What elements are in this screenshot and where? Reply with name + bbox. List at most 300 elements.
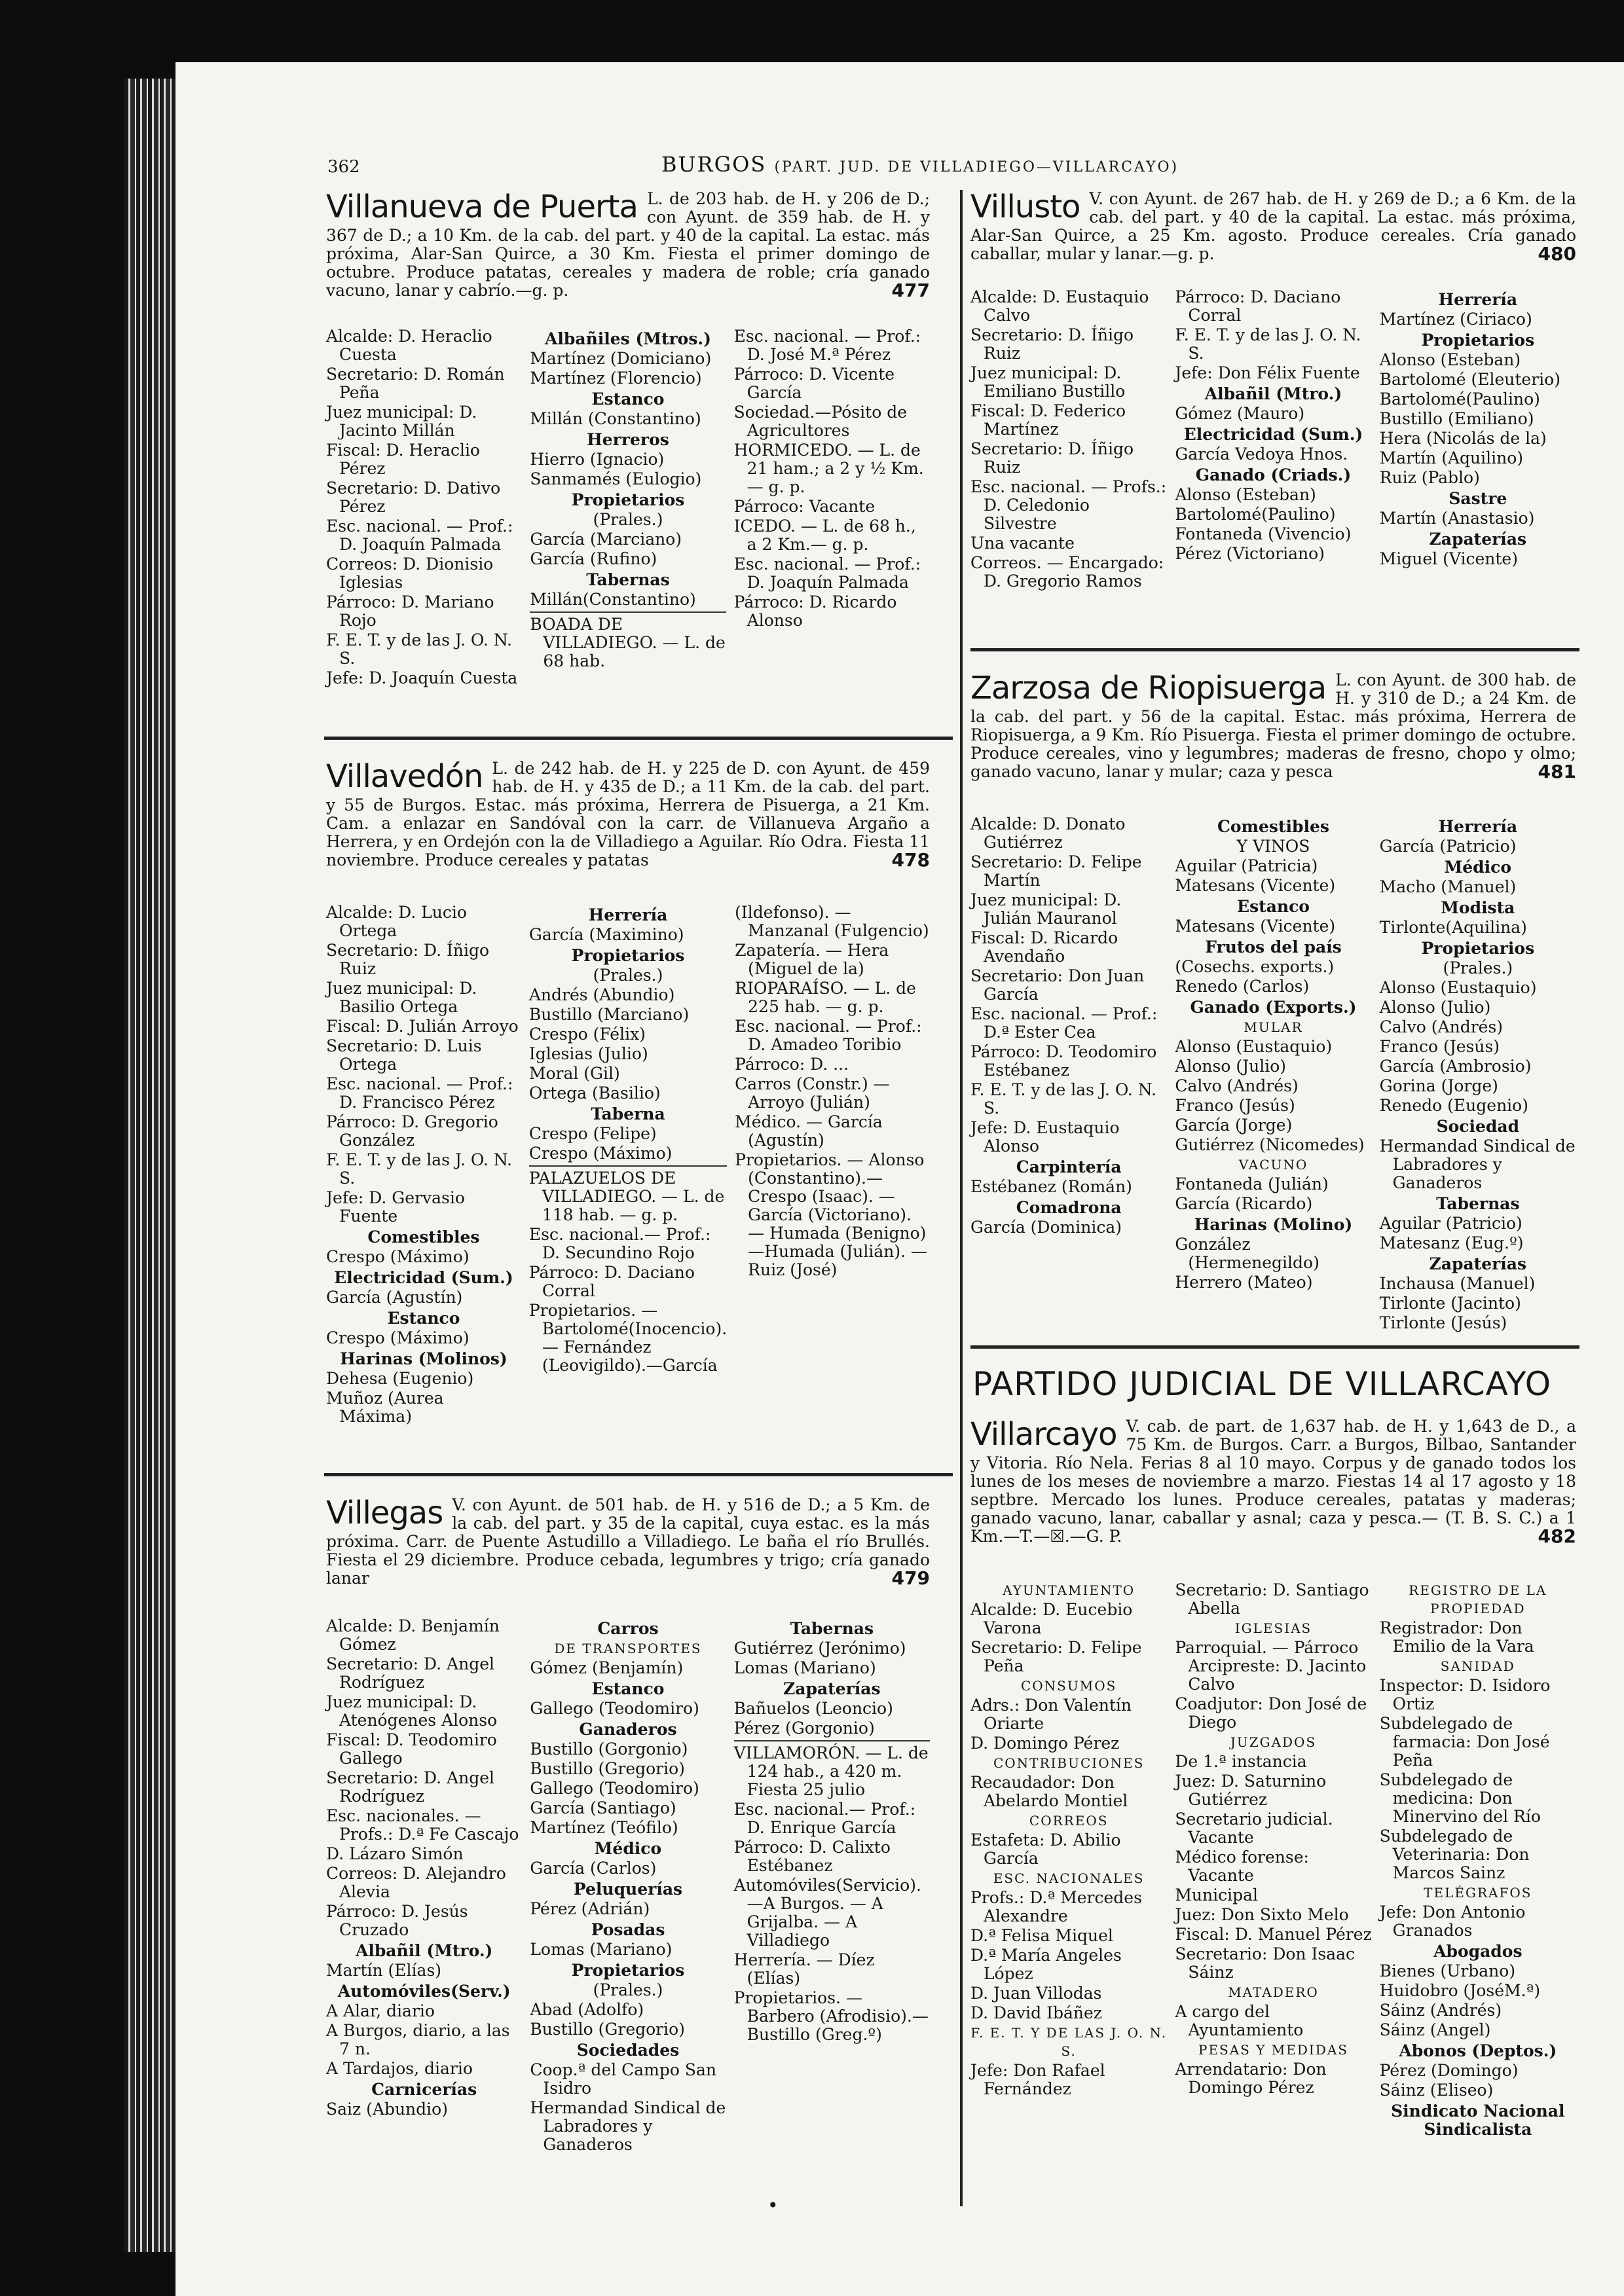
directory-line: Secretario: D. Felipe Martín [970,852,1142,890]
directory-line: Jefe: D. Joaquín Cuesta [326,668,518,687]
directory-line: Párroco: D. Daciano Corral [528,1263,695,1300]
category-heading: Herrería [1438,290,1518,309]
category-heading: Carnicerías [371,2080,477,2099]
entry-title: Zarzosa de Riopisuerga [970,670,1327,706]
section-subheading: IGLESIAS [1234,1620,1312,1636]
category-heading: Taberna [591,1104,665,1123]
directory-column [734,1617,930,2155]
entry-code: 479 [891,1567,930,1589]
directory-line: Huidobro (JoséM.ª) [1379,1981,1541,2000]
entry-title: Villegas [326,1495,443,1531]
directory-line: D.ª María Angeles López [970,1946,1122,1983]
directory-line: Secretario: D. Luis Ortega [326,1036,482,1074]
directory-line: García (Marciano) [530,530,682,549]
directory-line: RIOPARAÍSO. — L. de 225 hab. — g. p. [735,979,916,1016]
directory-line: Millán(Constantino) [530,590,696,609]
directory-line: González (Hermenegildo) [1175,1235,1320,1272]
directory-line: Crespo (Máximo) [528,1144,673,1163]
directory-line: Renedo (Carlos) [1175,977,1310,996]
category-heading: Sindicato Nacional Sindicalista [1391,2102,1565,2139]
directory-line: BOADA DE VILLADIEGO. — L. de 68 hab. [530,615,726,670]
category-note: (Prales.) [593,1980,663,1999]
directory-line: Fiscal: D. Teodomiro Gallego [326,1730,497,1768]
directory-line: Lomas (Mariano) [530,1940,673,1959]
category-heading: Carpintería [1016,1157,1122,1176]
directory-line: D. Lázaro Simón [326,1844,464,1863]
directory-line: Hera (Nicolás de la) [1379,429,1547,448]
directory-line: Inchausa (Manuel) [1379,1274,1536,1293]
entry-description: V. con Ayunt. de 267 hab. de H. y 269 de D.; a 6 Km. de la cab. del part. y 40 de la capital. La estac. más próxima, Alar-San Quirce, a 25 Km. agosto. Produce cereales. Cría ganado caballar, mular y lanar.—g. p. 480 [970,189,1576,264]
directory-line: Una vacante [970,534,1075,553]
directory-line: García (Patricio) [1379,837,1517,856]
entry-columns-villegas [326,1617,930,2155]
directory-line: D. David Ibáñez [970,2003,1102,2022]
section-subheading: CORREOS [1029,1813,1109,1829]
directory-line: Fiscal: D. Heraclio Pérez [326,441,480,478]
directory-line: Secretario: Don Juan García [970,966,1145,1004]
entry-code: 481 [1538,761,1576,782]
directory-line: Miguel (Vicente) [1379,549,1518,568]
directory-line: Alcalde: D. Eucebio Varona [970,1600,1133,1637]
directory-line: Sociedad.—Pósito de Agricultores [733,403,908,440]
section-subheading: CONSUMOS [1020,1678,1117,1694]
category-heading: Ganaderos [579,1720,677,1739]
directory-line: Esc. nacional.— Prof.: D. Enrique García [733,1800,916,1837]
directory-line: Martínez (Teófilo) [530,1818,678,1837]
directory-column [1380,815,1576,1334]
directory-line: Secretario: D. Íñigo Ruiz [970,439,1134,477]
directory-column [1175,1581,1371,2140]
directory-line: Coop.ª del Campo San Isidro [530,2060,716,2098]
directory-line: Jefe: D. Gervasio Fuente [326,1188,465,1226]
category-heading: Estanco [387,1309,460,1328]
directory-line: Alonso (Esteban) [1175,485,1316,504]
directory-column [326,903,521,1427]
directory-line: Pérez (Domingo) [1379,2061,1519,2080]
section-subheading: SANIDAD [1440,1658,1515,1674]
directory-line: Secretario: D. Angel Rodríguez [326,1768,494,1806]
directory-line: Correos: D. Dionisio Iglesias [326,555,494,592]
section-rule [324,737,953,740]
directory-line: Juez: D. Saturnino Gutiérrez [1175,1772,1327,1809]
directory-line: Renedo (Eugenio) [1379,1096,1528,1115]
entry-villegas [326,1496,930,1588]
category-heading: Comadrona [1016,1198,1122,1217]
category-note: (Prales.) [593,966,663,985]
directory-line: D. Domingo Pérez [970,1734,1120,1753]
directory-line: Herrería. — Díez (Elías) [733,1950,875,1988]
directory-line: García Vedoya Hnos. [1175,445,1348,464]
directory-line: A cargo del Ayuntamiento [1175,2002,1304,2039]
directory-line: Gallego (Teodomiro) [530,1779,699,1798]
directory-line: ICEDO. — L. de 68 h., a 2 Km.— g. p. [733,517,916,554]
directory-column [326,327,522,689]
category-heading: Ganado (Exports.) [1190,998,1357,1017]
directory-line: Bartolomé (Eleuterio) [1379,370,1560,389]
directory-line: Esc. nacional. — Prof.: D. Joaquín Palmada [733,555,921,592]
category-heading: Sastre [1449,489,1507,508]
directory-line: Secretario: D. Santiago Abella [1175,1580,1369,1618]
directory-line: Calvo (Andrés) [1379,1017,1504,1036]
directory-line: Macho (Manuel) [1379,877,1517,896]
directory-line: Alcalde: D. Heraclio Cuesta [326,327,492,364]
category-heading: Herrería [588,905,668,924]
directory-line: F. E. T. y de las J. O. N. S. [970,1080,1156,1118]
directory-line: García (Ambrosio) [1379,1057,1532,1076]
directory-line: Secretario judicial. Vacante [1175,1810,1333,1847]
directory-line: D. Juan Villodas [970,1984,1102,2003]
entry-villarcayo [970,1417,1576,1546]
directory-line: Hermandad Sindical de Labradores y Ganaderos [1379,1137,1576,1192]
directory-column [735,903,930,1427]
directory-column [970,1581,1167,2140]
section-subheading: VACUNO [1238,1157,1308,1173]
directory-line: Crespo (Felipe) [528,1124,657,1143]
directory-line: Calvo (Andrés) [1175,1076,1299,1095]
directory-line: Juez municipal: D. Basilio Ortega [326,979,477,1016]
entry-columns-zarzosa [970,815,1576,1334]
directory-line: Crespo (Félix) [528,1025,646,1044]
directory-line: Franco (Jesús) [1379,1037,1500,1056]
directory-line: De 1.ª instancia [1175,1752,1307,1771]
section-rule [970,1345,1579,1349]
directory-line: Esc. nacional. — Prof.: D. José M.ª Pérez [733,327,921,364]
directory-line: Bartolomé(Paulino) [1175,505,1336,524]
directory-line: Esc. nacional. — Profs.: D. Celedonio Silvestre [970,477,1167,533]
directory-line: Gallego (Teodomiro) [530,1699,699,1718]
directory-line: Automóviles(Servicio).—A Burgos. — A Grijalba. — A Villadiego [733,1876,921,1950]
directory-line: Martínez (Florencio) [530,369,702,388]
directory-line: D.ª Felisa Miquel [970,1926,1113,1945]
directory-line: Párroco: D. ... [735,1055,849,1074]
directory-line: Martínez (Ciriaco) [1379,310,1532,329]
sub-entry-rule [529,1165,727,1167]
directory-line: Médico. — García (Agustín) [735,1112,883,1150]
directory-line: Alcalde: D. Donato Gutiérrez [970,814,1126,852]
directory-line: Juez municipal: D. Emiliano Bustillo [970,363,1126,401]
directory-line: VILLAMORÓN. — L. de 124 hab., a 420 m. Fiesta 25 julio [733,1743,929,1799]
directory-line: Registrador: Don Emilio de la Vara [1379,1618,1534,1656]
directory-line: Pérez (Gorgonio) [733,1719,875,1738]
running-head [661,152,1179,177]
directory-line: Médico forense: Vacante [1175,1848,1309,1885]
directory-line: García (Jorge) [1175,1116,1293,1135]
directory-line: Fiscal: D. Julián Arroyo [326,1017,519,1036]
directory-line: Alonso (Esteban) [1379,350,1521,369]
directory-line: A Burgos, diario, a las 7 n. [326,2021,510,2058]
directory-line: Tirlonte (Jesús) [1379,1313,1507,1332]
directory-line: Parroquial. — Párroco Arcipreste: D. Jacinto Calvo [1175,1638,1367,1694]
directory-line: Alonso (Julio) [1379,998,1491,1017]
entry-description: V. cab. de part. de 1,637 hab. de H. y 1,643 de D., a 75 Km. de Burgos. Carr. a Burgos, Bilbao, Santander y Vitoria. Río Nela. Ferias 8 al 10 mayo. Corpus y de ganado todos los lunes de los meses de noviembre a marzo. Fiestas 14 al 17 agosto y 18 septbre. Mercado los lunes. Produce cereales, patatas y maderas; ganado vacuno, lanar, caballar y asnal; caza y pesca.— (T. B. S. C.) a 1 Km.—T.—☒.—G. P. 482 [970,1417,1576,1547]
directory-line: Fiscal: D. Ricardo Avendaño [970,928,1118,966]
section-subheading: CONTRIBUCIONES [993,1755,1145,1771]
directory-line: Andrés (Abundio) [528,985,675,1004]
directory-line: Juez municipal: D. Jacinto Millán [326,403,477,440]
directory-line: Tirlonte(Aquilina) [1379,918,1527,937]
directory-line: Adrs.: Don Valentín Oriarte [970,1696,1132,1733]
category-heading: Herreros [587,430,669,449]
category-heading: Estanco [591,1679,665,1698]
directory-line: Secretario: D. Román Peña [326,365,505,402]
directory-line: García (Carlos) [530,1859,657,1878]
directory-line: Párroco: D. Calixto Estébanez [733,1838,891,1875]
directory-line: Jefe: Don Antonio Granados [1379,1903,1526,1940]
directory-line: Franco (Jesús) [1175,1096,1295,1115]
directory-line: Fiscal: D. Federico Martínez [970,401,1126,439]
directory-line: Alcalde: D. Lucio Ortega [326,903,467,940]
directory-line: García (Agustín) [326,1288,463,1307]
running-head-title: BURGOS [661,152,767,177]
directory-line: Martínez (Domiciano) [530,349,712,368]
directory-line: Párroco: D. Vicente García [733,365,895,402]
directory-column [1380,1581,1576,2140]
category-note: (Prales.) [593,510,663,529]
directory-line: Párroco: D. Daciano Corral [1175,287,1341,325]
running-head-subtitle: (PART. JUD. DE VILLADIEGO—VILLARCAYO) [774,159,1179,175]
directory-line: Aguilar (Patricio) [1379,1214,1522,1233]
directory-column [530,1617,726,2155]
directory-line: Bartolomé(Paulino) [1379,390,1540,409]
directory-column [1175,815,1371,1334]
category-heading: Zapaterías [1429,1254,1527,1273]
category-heading: Albañil (Mtro.) [1204,384,1342,403]
directory-line: Secretario: D. Dativo Pérez [326,479,501,516]
section-rule [970,648,1579,651]
directory-line: Sáinz (Andrés) [1379,2001,1502,2020]
category-note: Y VINOS [1236,837,1310,856]
directory-line: Bañuelos (Leoncio) [733,1699,893,1718]
directory-line: Secretario: D. Íñigo Ruiz [970,325,1134,363]
directory-line: Martín (Aquilino) [1379,448,1524,467]
directory-line: Ortega (Basilio) [528,1084,661,1102]
directory-line: Jefe: Don Rafael Fernández [970,2061,1105,2098]
directory-line: F. E. T. y de las J. O. N. S. [326,630,512,668]
directory-line: Jefe: Don Félix Fuente [1175,363,1360,382]
directory-line: Ruiz (Pablo) [1379,468,1480,487]
directory-column [734,327,930,689]
section-subheading: MULAR [1244,1019,1303,1035]
entry-columns-villavedon [326,903,930,1427]
directory-line: Esc. nacional. — Prof.: D. Amadeo Toribio [735,1017,922,1054]
category-heading: Abogados [1433,1942,1522,1961]
entry-title: Villavedón [326,758,483,795]
directory-line: Recaudador: Don Abelardo Montiel [970,1773,1128,1810]
directory-line: Matesanz (Eug.º) [1379,1233,1524,1252]
directory-line: Subdelegado de medicina: Don Minervino del Río [1379,1770,1541,1826]
entry-columns-villanueva [326,327,930,689]
directory-line: García (Dominica) [970,1218,1122,1237]
page-number: 362 [327,157,360,177]
section-subheading: F. E. T. Y DE LAS J. O. N. S. [970,2025,1168,2059]
directory-line: Secretario: D. Angel Rodríguez [326,1654,494,1692]
directory-line: Bustillo (Gregorio) [530,1759,685,1778]
directory-line: Propietarios. — Barbero (Afrodisio).—Bustillo (Greg.º) [733,1988,929,2044]
directory-line: Párroco: D. Mariano Rojo [326,592,494,630]
directory-line: Fontaneda (Julián) [1175,1175,1329,1194]
directory-line: Subdelegado de Veterinaria: Don Marcos Sainz [1379,1827,1530,1882]
directory-line: Gómez (Benjamín) [530,1658,684,1677]
directory-line: Alcalde: D. Eustaquio Calvo [970,287,1149,325]
column-divider [960,190,963,2206]
directory-line: (Ildefonso). — Manzanal (Fulgencio) [735,903,929,940]
category-heading: Posadas [591,1920,665,1939]
directory-line: Carros (Constr.) — Arroyo (Julián) [735,1074,890,1112]
directory-line: Martín (Elías) [326,1961,442,1980]
directory-column [529,903,727,1427]
directory-line: Bienes (Urbano) [1379,1961,1516,1980]
directory-line: Párroco: D. Teodomiro Estébanez [970,1042,1157,1080]
category-heading: Zapaterías [1429,530,1527,549]
directory-line: Millán (Constantino) [530,409,701,428]
directory-line: HORMICEDO. — L. de 21 ham.; a 2 y ½ Km. — g. p. [733,441,924,496]
category-heading: Abonos (Deptos.) [1399,2041,1557,2060]
sub-entry-rule [734,1740,930,1741]
entry-description: V. con Ayunt. de 501 hab. de H. y 516 de D.; a 5 Km. de la cab. del part. y 35 de la capital, cuya estac. es la más próxima. Carr. de Puente Astudillo a Villadiego. Le baña el río Brullés. Fiesta el 29 diciembre. Produce cebada, legumbres y trigo; cría ganado lanar 479 [326,1495,930,1589]
category-heading: Propietarios [571,490,685,509]
directory-line: Saiz (Abundio) [326,2100,448,2119]
category-heading: Electricidad (Sum.) [334,1268,513,1287]
category-note: (Prales.) [1443,958,1513,977]
entry-code: 480 [1538,243,1576,264]
directory-line: García (Santiago) [530,1798,676,1817]
directory-line: Gutiérrez (Jerónimo) [733,1639,906,1658]
directory-line: Sanmamés (Eulogio) [530,469,702,488]
category-heading: Médico [594,1839,662,1858]
entry-villusto [970,190,1576,263]
directory-line: Subdelegado de farmacia: Don José Peña [1379,1714,1550,1770]
entry-columns-villusto [970,288,1576,592]
entry-title: Villarcayo [970,1416,1117,1453]
directory-column [530,327,726,689]
directory-line: Tirlonte (Jacinto) [1379,1294,1521,1313]
directory-line: Municipal [1175,1886,1259,1904]
directory-line: Arrendatario: Don Domingo Pérez [1175,2060,1327,2097]
category-heading: Propietarios [571,1961,685,1980]
directory-line: Inspector: D. Isidoro Ortiz [1379,1676,1551,1713]
directory-line: Bustillo (Gorgonio) [530,1740,688,1758]
directory-column [970,288,1167,592]
directory-line: PALAZUELOS DE VILLADIEGO. — L. de 118 hab. — g. p. [528,1169,725,1224]
entry-villavedon [326,759,930,869]
directory-line: Secretario: D. Felipe Peña [970,1638,1142,1675]
directory-line: F. E. T. y de las J. O. N. S. [326,1150,512,1188]
directory-line: Esc. nacional. — Prof.: D. Francisco Pérez [326,1074,513,1112]
directory-line: Alcalde: D. Benjamín Gómez [326,1616,500,1654]
entry-description: L. de 242 hab. de H. y 225 de D. con Ayunt. de 459 hab. de H. y 435 de D.; a 11 Km. de la cab. del part. y 55 de Burgos. Estac. más próxima, Herrera de Pisuerga, a 21 Km. Cam. a enlazar en Sandóval con la carr. de Villanueva Argaño a Herrera, y en Ordejón con la de Villadiego a Aguilar. Río Odra. Fiesta 11 noviembre. Produce cereales y patatas 478 [326,759,930,871]
category-heading: Propietarios [571,946,685,965]
directory-line: Matesans (Vicente) [1175,876,1336,895]
directory-line: Bustillo (Marciano) [528,1005,690,1024]
directory-line: Propietarios. — Bartolomé(Inocencio). — Fernández (Leovigildo).—García [528,1301,728,1375]
directory-line: Hermandad Sindical de Labradores y Ganaderos [530,2098,726,2154]
directory-column [970,815,1167,1334]
page-mark: • [767,2195,779,2216]
directory-line: Alonso (Eustaquio) [1175,1037,1333,1056]
directory-line: Propietarios. — Alonso (Constantino).—Crespo (Isaac). — García (Victoriano). — Humada (Benigno) —Humada (Julián). — Ruiz (José) [735,1150,928,1279]
category-heading: Comestibles [1217,817,1329,836]
entry-title: Villusto [970,189,1080,225]
directory-column [1380,288,1576,592]
partido-heading: PARTIDO JUDICIAL DE VILLARCAYO [972,1365,1552,1403]
directory-line: Hierro (Ignacio) [530,450,665,469]
directory-line: Bustillo (Gregorio) [530,2020,685,2039]
category-heading: Sociedades [576,2041,680,2060]
directory-line: Pérez (Adrián) [530,1899,650,1918]
directory-line: Fontaneda (Vivencio) [1175,524,1352,543]
directory-line: Pérez (Victoriano) [1175,544,1325,563]
entry-title: Villanueva de Puerta [326,189,638,225]
directory-line: A Tardajos, diario [326,2059,473,2078]
entry-description: L. con Ayunt. de 300 hab. de H. y 310 de D.; a 24 Km. de la cab. del part. y 56 de la capital. Estac. más próxima, Herrera de Riopisuerga, a 9 Km. Río Pisuerga. Fiesta el primer domingo de octubre. Produce cereales, vino y legumbres; maderas de fresno, chopo y olmo; ganado vacuno, lanar y mular; caza y pesca 481 [970,670,1576,782]
category-heading: Herrería [1438,817,1518,836]
category-heading: Médico [1444,858,1512,877]
category-heading: Modista [1441,898,1515,917]
directory-line: Dehesa (Eugenio) [326,1369,474,1388]
directory-line: Gutiérrez (Nicomedes) [1175,1135,1365,1154]
directory-line: Coadjutor: Don José de Diego [1175,1694,1367,1732]
directory-line: Estafeta: D. Abilio García [970,1831,1121,1868]
directory-line: Gómez (Mauro) [1175,404,1305,423]
section-subheading: DE TRANSPORTES [554,1641,702,1656]
directory-line: Crespo (Máximo) [326,1247,470,1266]
section-subheading: JUZGADOS [1230,1734,1317,1750]
directory-line: García (Ricardo) [1175,1194,1313,1213]
entry-description: L. de 203 hab. de H. y 206 de D.; con Ayunt. de 359 hab. de H. y 367 de D.; a 10 Km. de la cab. del part. y 40 de la capital. La estac. más próxima, Alar-San Quirce, a 30 Km. Fiesta el primer domingo de octubre. Produce patatas, cereales y madera de roble; cría ganado vacuno, lanar y cabrío.—g. p. 477 [326,189,930,301]
directory-line: Correos. — Encargado: D. Gregorio Ramos [970,553,1164,591]
directory-line: Iglesias (Julio) [528,1044,648,1063]
directory-line: Profs.: D.ª Mercedes Alexandre [970,1888,1142,1925]
section-subheading: ESC. NACIONALES [993,1870,1145,1886]
directory-line: Juez: Don Sixto Melo [1175,1905,1349,1924]
directory-line: Matesans (Vicente) [1175,917,1336,936]
directory-column [1175,288,1371,592]
directory-line: Alonso (Eustaquio) [1379,978,1537,997]
directory-line: Gorina (Jorge) [1379,1076,1498,1095]
directory-line: Jefe: D. Eustaquio Alonso [970,1118,1120,1156]
directory-line: García (Maximino) [528,925,684,944]
entry-zarzosa [970,671,1576,781]
section-subheading: PESAS Y MEDIDAS [1198,2042,1348,2058]
category-heading: Propietarios [1421,331,1535,350]
entry-code: 478 [891,849,930,871]
entry-code: 477 [891,280,930,301]
directory-column [326,1617,522,2155]
category-heading: Estanco [591,390,665,409]
directory-line: Abad (Adolfo) [530,2000,644,2019]
directory-line: Párroco: D. Gregorio González [326,1112,498,1150]
section-subheading: AYUNTAMIENTO [1003,1582,1135,1598]
category-heading: Albañiles (Mtros.) [545,329,711,348]
category-heading: Albañil (Mtro.) [355,1941,493,1960]
directory-line: Secretario: Don Isaac Sáinz [1175,1944,1355,1982]
entry-villanueva [326,190,930,300]
category-heading: Tabernas [586,570,670,589]
entry-columns-villarcayo [970,1581,1576,2140]
directory-line: Martín (Anastasio) [1379,509,1535,528]
section-subheading: MATADERO [1228,1984,1319,2000]
entry-code: 482 [1538,1525,1576,1547]
directory-line: García (Rufino) [530,549,657,568]
category-heading: Electricidad (Sum.) [1183,425,1363,444]
directory-line: Párroco: Vacante [733,497,876,516]
directory-line: Esc. nacional. — Prof.: D.ª Ester Cea [970,1004,1158,1042]
category-heading: Estanco [1237,897,1310,916]
category-heading: Automóviles(Serv.) [337,1982,511,2001]
directory-line: Crespo (Máximo) [326,1328,470,1347]
category-heading: Tabernas [790,1619,874,1638]
directory-line: Moral (Gil) [528,1064,620,1083]
